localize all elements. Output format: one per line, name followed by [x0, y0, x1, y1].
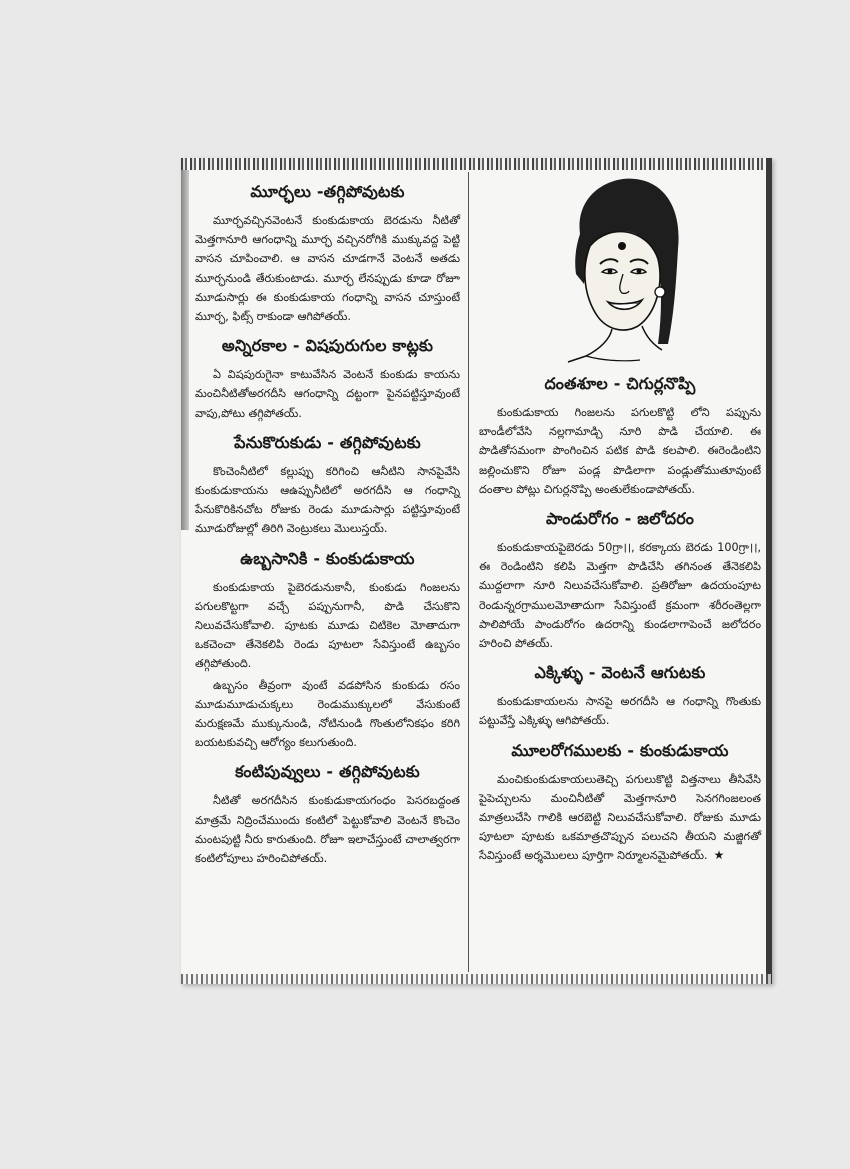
section-paragraph: కుంకుడుకాయ పైబెరడునుకానీ, కుంకుడు గింజలను పగులకొట్టగా వచ్చే పప్పునుగానీ, పొడి చేసుకొని నిలువచేసుకోవాలి. పూటకు మూడు చిటికెల మోతాదుగా ఒకచెంచా తేనెకలిపి రెండు పూటలా సేవిస్తుంటే ఉబ్బసం తగ్గిపోతుంది.: [195, 580, 460, 671]
section-heading: మూర్ఛలు -తగ్గిపోవుటకు: [250, 182, 405, 201]
section-paragraph: ఏ విషపురుగైనా కాటువేసిన వెంటనే కుంకుడు కాయను మంచినీటితోఅరగదీసి ఆగంధాన్ని దట్టంగా పైనపట్టిస్తూవుంటే వాపు,పోటు తగ్గిపోతయ్.: [195, 368, 460, 420]
smiling-woman-illustration: [550, 174, 690, 364]
section-heading: ఉబ్బసానికి - కుంకుడుకాయ: [240, 548, 415, 568]
decorative-border-top: [181, 158, 772, 170]
section-paragraph: కుంకుడుకాయ గింజలను పగులకొట్టి లోని పప్పును బాండీలోవేసి నల్లగామాడ్చి నూరి పొడి చేయాలి. ఈ పొడితోసమంగా పొంగించిన పటిక పొడి కలపాలి. ఈరెండింటిని జల్లించుకొని రోజూ పండ్ల పొడిలాగా పండ్లుతోముతూవుంటే దంతాల పోట్లు చిగుర్లనొప్పి అంతులేకుండాపోతయ్.: [479, 406, 761, 496]
scan-edge: [766, 158, 772, 984]
section-paragraph: నీటితో అరగదీసిన కుంకుడుకాయగంధం పెసరబద్దంత మాత్రమే నిద్రించేముందు కంటిలో పెట్టుకోవాలి వెంటనే కొంచెం మంటపుట్టి నీరు కారుతుంది. రోజూ ఇలాచేస్తుంటే చాలాత్వరగా కంటిలోపూలు హరించిపోతయ్.: [195, 794, 460, 866]
section-paragraph: ఉబ్బసం తీవ్రంగా వుంటే వడపోసిన కుంకుడు రసం మూడుమూడుచుక్కలు రెండుముక్కులలో వేసుకుంటే మరుక్షణమే ముక్కునుండి, నోటినుండి గొంతులోనికఫం కరిగి బయటకువచ్చి ఆరోగ్యం కలుగుతుంది.: [195, 678, 460, 750]
section-heading: పాండురోగం - జలోదరం: [545, 509, 695, 529]
paragraph-text: మంచికుంకుడుకాయలుతెచ్చి పగులుకొట్టి విత్తనాలు తీసివేసి పైపెచ్చులను మంచినీటితో మెత్తగానూరి సెనగగింజలంత మాత్రలుచేసి గాలికి ఆరబెట్టి నిలువచేసుకోవాలి. రోజుకు మూడు పూటలా పూటకు ఒకమాత్రచొప్పున పలుచని తీయని మజ్జిగతో సేవిస్తుంటే అర్శమొలలు పూర్తిగా నిర్మూలనమైపోతయ్.: [479, 772, 761, 863]
section-paragraph: మూర్ఛవచ్చినవెంటనే కుంకుడుకాయ బెరడును నీటితో మెత్తగానూరి ఆగంధాన్ని మూర్ఛ వచ్చినరోగికి ముక్కువద్ద పెట్టి వాసన చూపించాలి. ఆ వాసన చూడగానే వెంటనే అతడు మూర్ఛనుండి తేరుకుంటాడు. మూర్ఛ లేనప్పుడు కూడా రోజూ మూడుసార్లు ఈ కుంకుడుకాయ గంధాన్ని వాసన చూస్తుంటే మూర్ఛ, ఫిట్స్ రాకుండా ఆగిపోతయ్.: [195, 214, 460, 324]
section-paragraph: కొంచెంనీటిలో కల్లుప్పు కరిగించి ఆనీటిని సానపైవేసి కుంకుడుకాయను ఆఉప్పునీటిలో అరగదీసి ఆ గంధాన్ని పేనుకొరికినచోట రోజుకు రెండు మూడుసార్లు పట్టిస్తూవుంటే మూడురోజుల్లో తిరిగి వెంట్రుకలు మొలుస్తయ్.: [195, 464, 460, 536]
section-heading: దంతశూల - చిగుర్లనొప్పి: [544, 374, 696, 393]
decorative-border-bottom: [181, 974, 772, 984]
right-column: [479, 172, 761, 868]
newspaper-page: [181, 158, 772, 984]
column-divider: [468, 172, 469, 972]
star-icon: ★: [713, 848, 725, 863]
section-paragraph: కుంకుడుకాయపైబెరడు 50గ్రా।।, కరక్కాయ బెరడు 100గ్రా।।, ఈ రెండింటిని కలిపి మెత్తగా పొడిచేసి తగినంత తేనెకలిపి ముద్దలాగా నూరి నిలువచేసుకోవాలి. ప్రతిరోజూ ఉదయంపూట రెండున్నరగ్రాములమోతాదుగా సేవిస్తుంటే క్రమంగా శరీరంతెల్లగా పాలిపోయే పాండురోగం ఉదరాన్ని కుండలాగాపెంచే జలోదరం హరించి పోతయ్.: [479, 541, 761, 651]
section-heading: పేనుకొరుకుడు - తగ్గిపోవుటకు: [234, 432, 421, 452]
left-column: [195, 172, 460, 870]
section-paragraph: కుంకుడుకాయలను సానపై అరగదీసి ఆ గంధాన్ని గొంతుకు పట్టువేస్తే ఎక్కిళ్ళు ఆగిపోతయ్.: [479, 695, 761, 728]
section-heading: అన్నిరకాల - విషపురుగుల కాట్లకు: [221, 336, 434, 356]
scan-shadow: [181, 170, 189, 530]
section-paragraph: [479, 770, 761, 866]
section-heading: మూలరోగములకు - కుంకుడుకాయ: [511, 740, 729, 760]
section-heading: ఎక్కిళ్ళు - వెంటనే ఆగుటకు: [534, 663, 706, 683]
section-heading: కంటిపువ్వులు - తగ్గిపోవుటకు: [235, 762, 420, 782]
